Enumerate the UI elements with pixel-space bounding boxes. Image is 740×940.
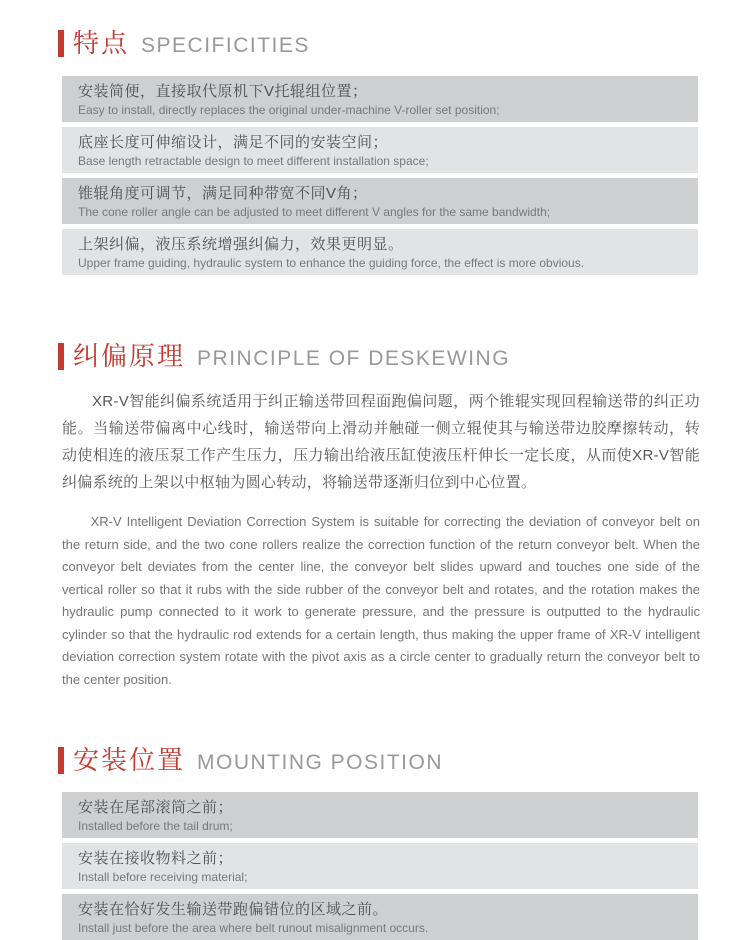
item-text-en: Base length retractable design to meet different installation space; <box>78 154 429 168</box>
title-accent-bar <box>58 747 64 774</box>
mounting-list <box>62 792 698 940</box>
item-text-zh: 安装在尾部滚筒之前； <box>78 799 234 816</box>
principle-paragraph-en: XR-V Intelligent Deviation Correction System is suitable for correcting the deviation of conveyor belt on the return side, and the two cone rollers realize the correction function of the return conveyor belt. When the conveyor belt deviates from the center line, the conveyor belt slides upward and touches one side of the vertical roller so that it rubs with the side rubber of the conveyor belt and rotates, and the rotation makes the hydraulic pump connected to it work to generate pressure, and the pressure is outputted to the hydraulic cylinder so that the hydraulic rod extends for a certain length, thus making the upper frame of XR-V intelligent deviation correction system rotate with the pivot axis as a circle center to gradually return the conveyor belt to the center position. <box>62 514 700 687</box>
specificities-list <box>62 76 698 275</box>
item-text-en: Easy to install, directly replaces the original under-machine V-roller set position; <box>78 103 500 117</box>
section-header-mounting <box>58 745 698 776</box>
item-text-en: Upper frame guiding, hydraulic system to enhance the guiding force, the effect is more obvious. <box>78 256 585 270</box>
title-accent-bar <box>58 30 64 57</box>
title-accent-bar <box>58 343 64 370</box>
section-header-specificities <box>58 28 698 59</box>
section-title-zh: 纠偏原理 <box>73 341 186 371</box>
list-item <box>62 894 698 940</box>
item-text-zh: 锥辊角度可调节，满足同种带宽不同V角； <box>78 185 368 202</box>
section-principle <box>62 341 698 691</box>
section-title-zh: 安装位置 <box>73 745 186 775</box>
section-title-en: PRINCIPLE OF DESKEWING <box>197 347 511 370</box>
section-header-principle <box>58 341 698 372</box>
item-text-zh: 上架纠偏，液压系统增强纠偏力，效果更明显。 <box>78 236 404 253</box>
item-text-zh: 安装简便，直接取代原机下V托辊组位置； <box>78 83 368 100</box>
list-item <box>62 127 698 173</box>
item-text-zh: 安装在接收物料之前； <box>78 850 234 867</box>
list-item <box>62 178 698 224</box>
item-text-zh: 底座长度可伸缩设计，满足不同的安装空间； <box>78 134 389 151</box>
list-item <box>62 229 698 275</box>
section-title-en: SPECIFICITIES <box>141 34 310 57</box>
item-text-en: Install before receiving material; <box>78 870 248 884</box>
list-item <box>62 843 698 889</box>
section-specificities <box>62 28 698 275</box>
item-text-en: Installed before the tail drum; <box>78 819 233 833</box>
list-item <box>62 76 698 122</box>
item-text-en: The cone roller angle can be adjusted to meet different V angles for the same bandwidth; <box>78 205 551 219</box>
section-title-zh: 特点 <box>73 28 130 58</box>
list-item <box>62 792 698 838</box>
section-title-en: MOUNTING POSITION <box>197 751 444 774</box>
item-text-en: Install just before the area where belt runout misalignment occurs. <box>78 921 429 935</box>
principle-paragraph-zh: XR-V智能纠偏系统适用于纠正输送带回程面跑偏问题，两个锥辊实现回程输送带的纠正功能。当输送带偏离中心线时，输送带向上滑动并触碰一侧立辊使其与输送带边胶摩擦转动，转动使相连的液压泵工作产生压力，压力输出给液压缸使液压杆伸长一定长度，从而使XR-V智能纠偏系统的上架以中枢轴为圆心转动，将输送带逐渐归位到中心位置。 <box>62 393 700 491</box>
section-mounting <box>62 745 698 940</box>
item-text-zh: 安装在恰好发生输送带跑偏错位的区域之前。 <box>78 901 389 918</box>
